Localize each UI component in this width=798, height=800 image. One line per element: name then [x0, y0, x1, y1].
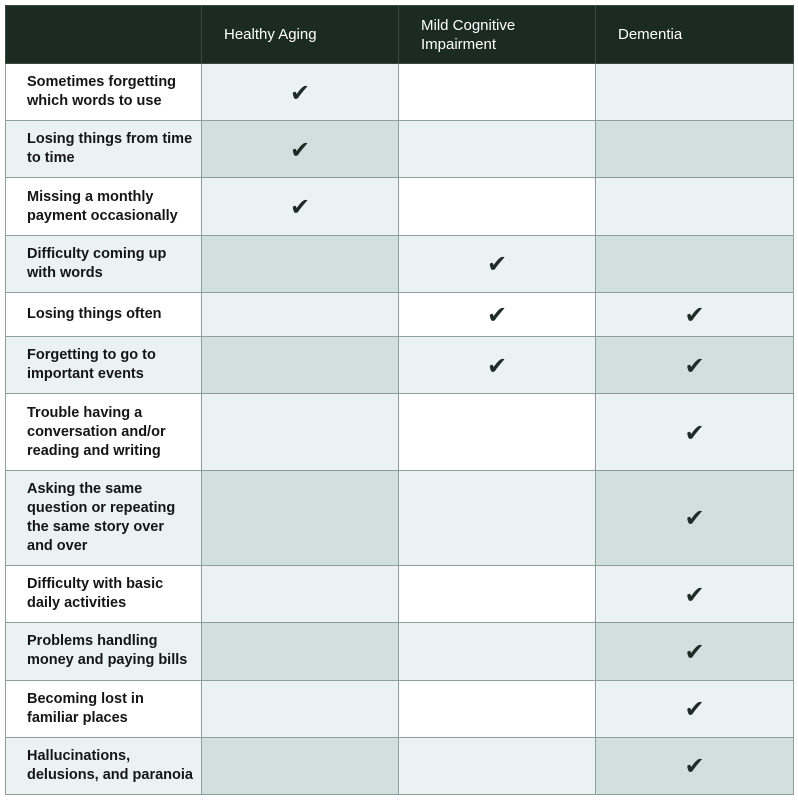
cell-healthy-aging	[202, 235, 399, 292]
cell-mild-cognitive-impairment	[399, 292, 596, 336]
cell-mild-cognitive-impairment	[399, 470, 596, 565]
checkmark-icon: ✔	[486, 251, 508, 279]
cell-dementia	[596, 737, 794, 794]
table-row	[6, 178, 794, 235]
checkmark-icon: ✔	[486, 302, 508, 330]
checkmark-icon: ✔	[289, 194, 311, 222]
row-label: Problems handling money and paying bills	[6, 623, 202, 680]
checkmark-icon: ✔	[684, 753, 705, 781]
cell-dementia	[596, 566, 794, 623]
checkmark-icon: ✔	[684, 419, 705, 447]
cell-mild-cognitive-impairment	[399, 121, 596, 178]
table-row	[6, 64, 794, 121]
checkmark-icon: ✔	[684, 696, 705, 724]
checkmark-icon: ✔	[289, 79, 311, 107]
cell-mild-cognitive-impairment	[399, 737, 596, 794]
checkmark-icon: ✔	[486, 352, 508, 380]
header-healthy-aging: Healthy Aging	[202, 6, 399, 64]
row-label: Forgetting to go to important events	[6, 337, 202, 394]
cell-dementia	[596, 178, 794, 235]
cell-healthy-aging	[202, 470, 399, 565]
row-label: Trouble having a conversation and/or reading and writing	[6, 394, 202, 470]
header-dementia: Dementia	[596, 6, 794, 64]
cell-mild-cognitive-impairment	[399, 566, 596, 623]
cell-healthy-aging	[202, 737, 399, 794]
checkmark-icon: ✔	[684, 638, 705, 666]
checkmark-icon: ✔	[684, 302, 705, 330]
cell-mild-cognitive-impairment	[399, 680, 596, 737]
cell-healthy-aging	[202, 337, 399, 394]
table-row	[6, 470, 794, 565]
table-row	[6, 121, 794, 178]
row-label: Sometimes forgetting which words to use	[6, 64, 202, 121]
table-row	[6, 566, 794, 623]
table-row	[6, 292, 794, 336]
cell-healthy-aging	[202, 64, 399, 121]
cell-mild-cognitive-impairment	[399, 178, 596, 235]
checkmark-icon: ✔	[684, 505, 705, 533]
row-label: Difficulty with basic daily activities	[6, 566, 202, 623]
cell-mild-cognitive-impairment	[399, 64, 596, 121]
cell-mild-cognitive-impairment	[399, 394, 596, 470]
cell-healthy-aging	[202, 121, 399, 178]
row-label: Missing a monthly payment occasionally	[6, 178, 202, 235]
table-row	[6, 235, 794, 292]
cell-dementia	[596, 337, 794, 394]
checkmark-icon: ✔	[684, 352, 705, 380]
table-row	[6, 737, 794, 794]
table-row	[6, 394, 794, 470]
table-row	[6, 337, 794, 394]
table-row	[6, 623, 794, 680]
cell-healthy-aging	[202, 680, 399, 737]
row-label: Losing things often	[6, 292, 202, 336]
cell-healthy-aging	[202, 178, 399, 235]
cell-dementia	[596, 121, 794, 178]
cell-mild-cognitive-impairment	[399, 235, 596, 292]
checkmark-icon: ✔	[684, 581, 705, 609]
row-label: Becoming lost in familiar places	[6, 680, 202, 737]
cell-dementia	[596, 394, 794, 470]
checkmark-icon: ✔	[289, 136, 311, 164]
table-body	[6, 64, 794, 795]
cell-dementia	[596, 292, 794, 336]
cell-healthy-aging	[202, 623, 399, 680]
cell-mild-cognitive-impairment	[399, 337, 596, 394]
cell-dementia	[596, 680, 794, 737]
cell-dementia	[596, 235, 794, 292]
row-label: Hallucinations, delusions, and paranoia	[6, 737, 202, 794]
cell-healthy-aging	[202, 394, 399, 470]
row-label: Difficulty coming up with words	[6, 235, 202, 292]
cell-healthy-aging	[202, 566, 399, 623]
row-label: Asking the same question or repeating the same story over and over	[6, 470, 202, 565]
cell-mild-cognitive-impairment	[399, 623, 596, 680]
header-mild-cognitive-impairment: Mild Cognitive Impairment	[399, 6, 596, 64]
header-corner-cell	[6, 6, 202, 64]
comparison-table	[5, 5, 794, 795]
header-row	[6, 6, 794, 64]
row-label: Losing things from time to time	[6, 121, 202, 178]
table-row	[6, 680, 794, 737]
cell-dementia	[596, 64, 794, 121]
cell-dementia	[596, 470, 794, 565]
cell-healthy-aging	[202, 292, 399, 336]
cell-dementia	[596, 623, 794, 680]
